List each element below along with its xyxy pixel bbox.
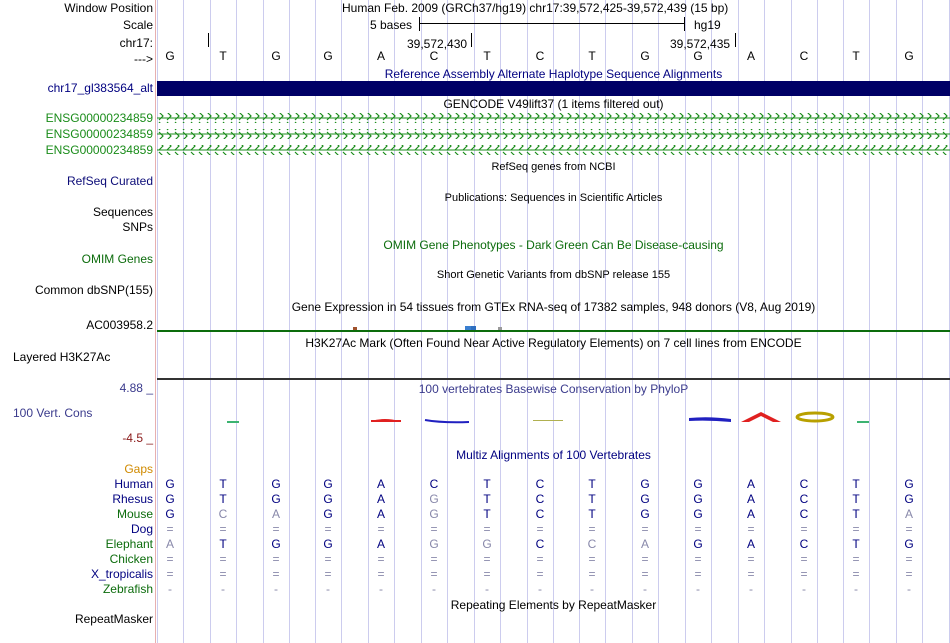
ruler-base: T — [483, 49, 491, 63]
chrom-label[interactable]: chr17: — [119, 36, 153, 50]
gencode-transcripts[interactable] — [157, 111, 950, 159]
alignment-base: G — [693, 477, 703, 491]
alignment-base: = — [800, 567, 808, 581]
tick-left — [208, 33, 209, 47]
alignment-base: = — [166, 567, 174, 581]
scale-text: 5 bases — [370, 18, 413, 32]
alignment-base: - — [802, 582, 806, 596]
alignment-base: = — [166, 552, 174, 566]
alignment-base: T — [852, 537, 860, 551]
alignment-base: = — [219, 552, 227, 566]
assembly-text: hg19 — [694, 18, 721, 32]
ruler-base: G — [323, 49, 333, 63]
alignment-base: = — [588, 552, 596, 566]
alignment-base: G — [165, 477, 175, 491]
tick-label-2: 39,572,435 — [670, 37, 731, 51]
alignment-base: C — [535, 477, 545, 491]
track-label-alt-haplotype[interactable]: chr17_gl383564_alt — [47, 81, 153, 95]
alignment-base: A — [904, 507, 913, 521]
alignment-base: G — [693, 537, 703, 551]
alignment-base: G — [323, 477, 333, 491]
phylop-title: 100 vertebrates Basewise Conservation by PhyloP — [418, 382, 689, 396]
ruler-base: C — [799, 49, 809, 63]
alignment-base: - — [643, 582, 647, 596]
phylop-ymax-label: 4.88 _ — [119, 381, 153, 395]
track-label-refseq[interactable]: RefSeq Curated — [66, 174, 153, 188]
alignment-base: C — [799, 477, 809, 491]
alignment-base: A — [376, 477, 385, 491]
alignment-base: G — [323, 492, 333, 506]
alignment-base: = — [272, 567, 280, 581]
phylop-ymin-label: -4.5 _ — [122, 431, 153, 445]
alignment-base: = — [166, 522, 174, 536]
repeatmasker-title: Repeating Elements by RepeatMasker — [450, 598, 657, 612]
alignment-base: = — [536, 552, 544, 566]
scale-bar — [419, 23, 685, 24]
track-label-pane — [0, 0, 156, 643]
alignment-base: - — [379, 582, 383, 596]
refseq-title: RefSeq genes from NCBI — [491, 161, 616, 173]
alignment-base: T — [483, 507, 491, 521]
label-separator — [155, 0, 156, 643]
alignment-base: = — [324, 567, 332, 581]
alignment-base: = — [641, 567, 649, 581]
ruler-base: G — [640, 49, 650, 63]
scale-bar-right-cap — [684, 17, 685, 31]
alignment-base: = — [905, 552, 913, 566]
alignment-base: - — [749, 582, 753, 596]
alignment-base: = — [377, 552, 385, 566]
window-position-label[interactable]: Window Position — [64, 1, 153, 15]
dbsnp-title: Short Genetic Variants from dbSNP release 155 — [436, 269, 671, 281]
alignment-base: G — [271, 537, 281, 551]
track-image-pane[interactable] — [157, 0, 950, 643]
alignment-base: = — [377, 567, 385, 581]
track-label-gtex[interactable]: AC003958.2 — [86, 318, 153, 332]
tick-mark-2 — [735, 33, 736, 47]
alignment-base: C — [429, 477, 439, 491]
alignment-base: T — [588, 477, 596, 491]
alt-haplo-title: Reference Assembly Alternate Haplotype Sequence Alignments — [384, 67, 723, 81]
track-label-repeatmasker[interactable]: RepeatMasker — [74, 612, 153, 626]
h3k27ac-baseline — [157, 378, 950, 380]
species-label-zebrafish[interactable]: Zebrafish — [102, 582, 153, 596]
ruler-base: C — [535, 49, 545, 63]
species-label-dog[interactable]: Dog — [130, 522, 153, 536]
alignment-base: = — [483, 552, 491, 566]
alignment-base: C — [218, 507, 228, 521]
alignment-base: - — [907, 582, 911, 596]
alignment-base: - — [221, 582, 225, 596]
alignment-base: = — [483, 567, 491, 581]
alignment-base: = — [800, 552, 808, 566]
alignment-base: T — [219, 492, 227, 506]
alignment-base: G — [323, 537, 333, 551]
position-text: Human Feb. 2009 (GRCh37/hg19) chr17:39,572,425-39,572,439 (15 bp) — [342, 1, 729, 15]
strand-arrow-label[interactable]: ---> — [134, 52, 153, 66]
alignment-base: = — [747, 552, 755, 566]
alignment-base: - — [274, 582, 278, 596]
ruler-base: G — [165, 49, 175, 63]
track-label-gencode-1[interactable]: ENSG00000234859 — [45, 111, 153, 125]
alignment-base: - — [326, 582, 330, 596]
alignment-base: = — [588, 567, 596, 581]
alignment-base: T — [852, 507, 860, 521]
phylop-logo[interactable] — [157, 405, 950, 435]
multiz-gaps-label[interactable]: Gaps — [124, 462, 153, 476]
alignment-base: A — [376, 537, 385, 551]
publications-title: Publications: Sequences in Scientific Articles — [444, 192, 663, 204]
track-label-dbsnp[interactable]: Common dbSNP(155) — [34, 283, 153, 297]
alignment-base: G — [693, 492, 703, 506]
alignment-base: = — [536, 567, 544, 581]
species-label-human[interactable]: Human — [114, 477, 153, 491]
scale-label[interactable]: Scale — [122, 18, 153, 32]
alignment-base: = — [747, 522, 755, 536]
tick-mark-1 — [471, 33, 472, 47]
gencode-title: GENCODE V49lift37 (1 items filtered out) — [443, 97, 664, 111]
alignment-base: = — [747, 567, 755, 581]
alignment-base: G — [165, 492, 175, 506]
ruler-base: G — [904, 49, 914, 63]
track-label-gencode-2[interactable]: ENSG00000234859 — [45, 127, 153, 141]
alignment-base: G — [323, 507, 333, 521]
track-label-sequences[interactable]: Sequences — [92, 205, 153, 219]
alignment-base: = — [219, 522, 227, 536]
ruler-base: C — [429, 49, 439, 63]
alignment-base: A — [746, 507, 755, 521]
ruler-base: T — [588, 49, 596, 63]
alignment-base: G — [904, 477, 914, 491]
alignment-base: = — [219, 567, 227, 581]
alignment-base: T — [483, 477, 491, 491]
alignment-base: = — [694, 552, 702, 566]
alignment-base: G — [165, 507, 175, 521]
alignment-base: = — [430, 552, 438, 566]
alignment-base: - — [854, 582, 858, 596]
alignment-base: T — [852, 477, 860, 491]
alignment-base: G — [271, 492, 281, 506]
alignment-base: = — [694, 522, 702, 536]
alignment-base: = — [324, 552, 332, 566]
alignment-base: - — [696, 582, 700, 596]
ruler-base: A — [376, 49, 385, 63]
species-label-rhesus[interactable]: Rhesus — [112, 492, 153, 506]
alignment-base: = — [272, 522, 280, 536]
alignment-base: T — [588, 492, 596, 506]
alignment-base: A — [271, 507, 280, 521]
alignment-base: = — [641, 552, 649, 566]
alignment-base: G — [429, 537, 439, 551]
ruler-base: T — [852, 49, 860, 63]
track-label-gencode-3[interactable]: ENSG00000234859 — [45, 143, 153, 157]
alignment-base: = — [641, 522, 649, 536]
alignment-base: = — [377, 522, 385, 536]
alignment-base: - — [168, 582, 172, 596]
alignment-base: A — [165, 537, 174, 551]
omim-title: OMIM Gene Phenotypes - Dark Green Can Be Disease-causing — [383, 238, 724, 252]
alignment-base: T — [219, 537, 227, 551]
alignment-base: G — [429, 492, 439, 506]
alignment-base: A — [376, 492, 385, 506]
alignment-base: A — [640, 537, 649, 551]
alignment-base: C — [587, 537, 597, 551]
alignment-base: = — [324, 522, 332, 536]
alignment-base: - — [590, 582, 594, 596]
alignment-base: = — [852, 522, 860, 536]
alignment-base: G — [429, 507, 439, 521]
alignment-base: C — [535, 492, 545, 506]
ruler-base: G — [693, 49, 703, 63]
scale-bar-left-cap — [419, 17, 420, 31]
alignment-base: C — [535, 507, 545, 521]
ruler-base: G — [271, 49, 281, 63]
alignment-base: = — [800, 522, 808, 536]
ruler-base: T — [219, 49, 227, 63]
track-label-h3k27ac[interactable]: Layered H3K27Ac — [13, 350, 111, 364]
alignment-base: G — [271, 477, 281, 491]
gtex-title: Gene Expression in 54 tissues from GTEx RNA-seq of 17382 samples, 948 donors (V8, Aug 2019) — [291, 300, 816, 314]
alignment-base: = — [272, 552, 280, 566]
alignment-base: G — [640, 492, 650, 506]
alignment-base: = — [905, 522, 913, 536]
alignment-base: - — [538, 582, 542, 596]
alignment-base: C — [535, 537, 545, 551]
alignment-base: A — [746, 537, 755, 551]
alignment-base: = — [430, 567, 438, 581]
alignment-base: G — [640, 477, 650, 491]
track-label-snps[interactable]: SNPs — [122, 220, 153, 234]
ruler-base: A — [746, 49, 755, 63]
alignment-base: A — [376, 507, 385, 521]
alignment-base: T — [219, 477, 227, 491]
alignment-base: = — [694, 567, 702, 581]
gtex-baseline — [157, 330, 950, 332]
alignment-base: = — [536, 522, 544, 536]
alt-haplo-bar[interactable] — [157, 81, 950, 96]
alignment-base: A — [746, 492, 755, 506]
alignment-base: - — [432, 582, 436, 596]
track-label-omim[interactable]: OMIM Genes — [81, 252, 153, 266]
alignment-base: = — [852, 567, 860, 581]
species-label-chicken[interactable]: Chicken — [109, 552, 153, 566]
species-label-x-tropicalis[interactable]: X_tropicalis — [90, 567, 153, 581]
alignment-base: C — [799, 537, 809, 551]
alignment-base: = — [483, 522, 491, 536]
alignment-base: G — [904, 537, 914, 551]
alignment-base: C — [799, 492, 809, 506]
alignment-base: G — [640, 507, 650, 521]
alignment-base: - — [485, 582, 489, 596]
h3k27ac-title: H3K27Ac Mark (Often Found Near Active Regulatory Elements) on 7 cell lines from ENCODE — [305, 336, 802, 350]
alignment-base: G — [482, 537, 492, 551]
species-label-elephant[interactable]: Elephant — [105, 537, 153, 551]
alignment-base: G — [693, 507, 703, 521]
alignment-base: G — [904, 492, 914, 506]
alignment-base: = — [588, 522, 596, 536]
alignment-base: T — [483, 492, 491, 506]
alignment-base: = — [852, 552, 860, 566]
alignment-base: T — [852, 492, 860, 506]
track-label-phylop[interactable]: 100 Vert. Cons — [13, 406, 93, 420]
alignment-base: = — [905, 567, 913, 581]
alignment-base: C — [799, 507, 809, 521]
alignment-base: A — [746, 477, 755, 491]
species-label-mouse[interactable]: Mouse — [116, 507, 153, 521]
tick-label-1: 39,572,430 — [407, 37, 468, 51]
alignment-base: T — [588, 507, 596, 521]
multiz-title: Multiz Alignments of 100 Vertebrates — [456, 448, 651, 462]
alignment-base: = — [430, 522, 438, 536]
